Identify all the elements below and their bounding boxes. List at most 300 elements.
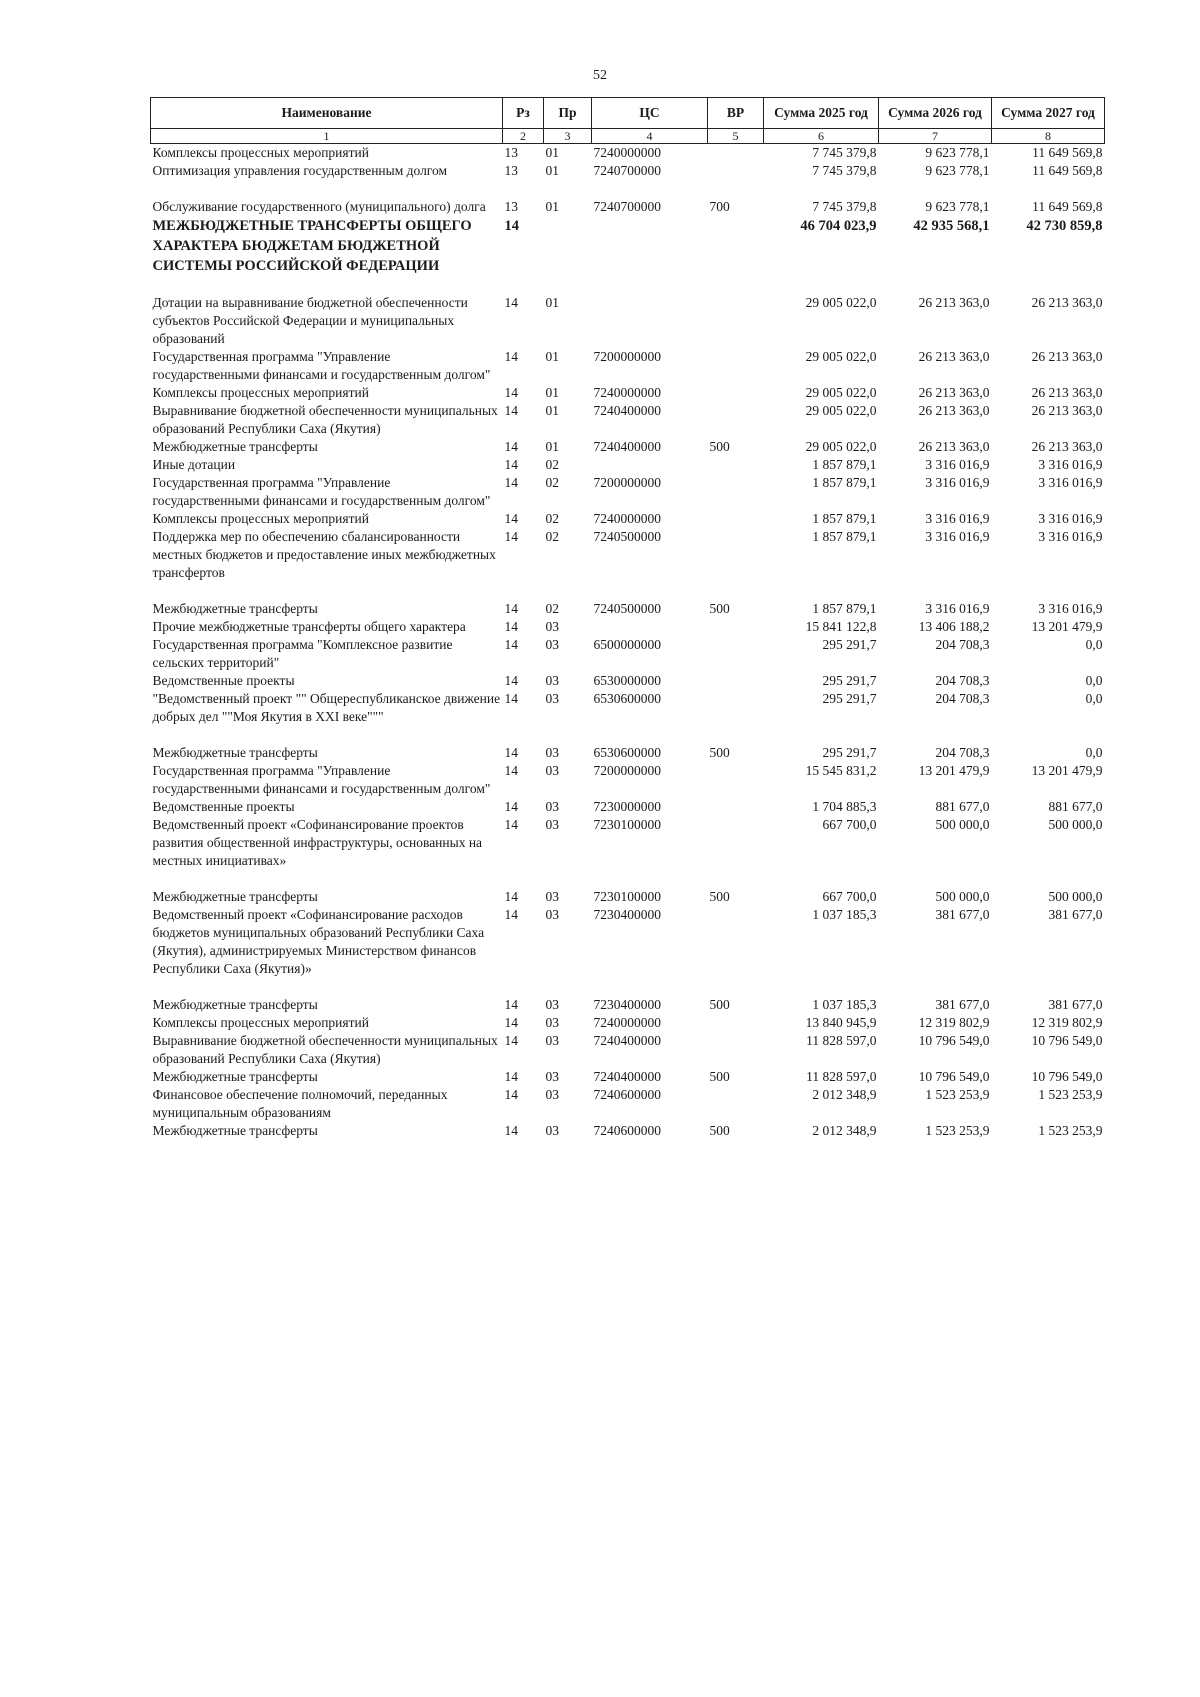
spacer-cell: [151, 726, 1105, 744]
cell-sum-2027: 3 316 016,9: [1038, 511, 1103, 526]
cell-sum-2025: 295 291,7: [822, 673, 877, 688]
cell-name: Ведомственные проекты: [152, 799, 295, 814]
cell-sum-2026: 204 708,3: [935, 691, 990, 706]
cell-vr: [708, 672, 764, 690]
cell-sum-2025: 1 857 879,1: [812, 529, 877, 544]
cell-vr: [708, 636, 764, 672]
cell-cs: 7240000000: [593, 385, 661, 400]
cell-cs: 7240500000: [593, 529, 661, 544]
cell-sum-2027: 11 649 569,8: [1032, 199, 1103, 214]
cell-sum-2026: 26 213 363,0: [918, 295, 990, 310]
cell-sum-2026: 9 623 778,1: [925, 163, 990, 178]
cell-sum-2026: 1 523 253,9: [925, 1123, 990, 1138]
cell-pr: 03: [545, 691, 559, 706]
cell-vr: [708, 528, 764, 582]
col-number: 7: [879, 129, 992, 144]
cell-sum-2027: 0,0: [1085, 745, 1103, 760]
cell-sum-2025: 295 291,7: [822, 745, 877, 760]
cell-sum-2025: 2 012 348,9: [812, 1123, 877, 1138]
cell-sum-2025: 295 291,7: [822, 637, 877, 652]
row-spacer: [151, 978, 1105, 996]
cell-rz: 14: [504, 1033, 518, 1048]
cell-sum-2027: 13 201 479,9: [1031, 763, 1103, 778]
cell-sum-2025: 1 857 879,1: [812, 475, 877, 490]
cell-vr: 500: [709, 997, 730, 1012]
table-row: [151, 1014, 1105, 1032]
table-row: [151, 294, 1105, 348]
table-row: [151, 672, 1105, 690]
cell-sum-2026: 42 935 568,1: [913, 218, 990, 234]
cell-sum-2026: 26 213 363,0: [918, 385, 990, 400]
cell-pr: 03: [545, 1015, 559, 1030]
cell-name: Ведомственные проекты: [152, 673, 295, 688]
cell-cs: 7240400000: [593, 1069, 661, 1084]
cell-sum-2025: 29 005 022,0: [805, 385, 877, 400]
cell-rz: 14: [504, 601, 518, 616]
cell-vr: 500: [709, 889, 730, 904]
cell-pr: 02: [545, 601, 559, 616]
cell-vr: [708, 384, 764, 402]
header-row: [151, 98, 1105, 129]
cell-name: Межбюджетные трансферты: [152, 1123, 318, 1138]
cell-pr: 02: [545, 529, 559, 544]
table-row: [151, 528, 1105, 582]
cell-sum-2027: 42 730 859,8: [1026, 218, 1103, 234]
cell-rz: 14: [504, 1123, 518, 1138]
cell-sum-2025: 15 545 831,2: [805, 763, 877, 778]
cell-sum-2027: 381 677,0: [1048, 907, 1103, 922]
cell-cs: 6530600000: [593, 745, 661, 760]
cell-sum-2027: 26 213 363,0: [1031, 385, 1103, 400]
row-spacer: [151, 726, 1105, 744]
table-row: [151, 510, 1105, 528]
cell-cs: 7230400000: [593, 907, 661, 922]
cell-name: Межбюджетные трансферты: [152, 601, 318, 616]
cell-pr: 03: [545, 907, 559, 922]
cell-cs: 7240600000: [593, 1087, 661, 1102]
row-spacer: [151, 870, 1105, 888]
column-number-row: [151, 129, 1105, 144]
cell-sum-2026: 13 406 188,2: [918, 619, 990, 634]
cell-cs: [592, 618, 708, 636]
cell-sum-2025: 1 857 879,1: [812, 601, 877, 616]
cell-rz: 14: [504, 1069, 518, 1084]
cell-cs: 7230000000: [593, 799, 661, 814]
cell-rz: 14: [504, 403, 518, 418]
cell-vr: [708, 1014, 764, 1032]
cell-vr: 500: [709, 601, 730, 616]
cell-sum-2025: 7 745 379,8: [812, 199, 877, 214]
col-header-cs: ЦС: [592, 98, 708, 129]
spacer-cell: [151, 870, 1105, 888]
cell-sum-2025: 13 840 945,9: [805, 1015, 877, 1030]
cell-rz: 13: [504, 163, 518, 178]
cell-rz: 14: [504, 439, 518, 454]
cell-pr: 03: [545, 1069, 559, 1084]
row-spacer: [151, 276, 1105, 294]
cell-pr: 03: [545, 619, 559, 634]
cell-rz: 14: [504, 817, 518, 832]
cell-sum-2025: 1 704 885,3: [812, 799, 877, 814]
cell-sum-2027: 3 316 016,9: [1038, 601, 1103, 616]
cell-sum-2027: 3 316 016,9: [1038, 475, 1103, 490]
cell-rz: 13: [504, 145, 518, 160]
cell-cs: [592, 216, 708, 276]
cell-sum-2025: 1 037 185,3: [812, 907, 877, 922]
cell-cs: 7240000000: [593, 1015, 661, 1030]
cell-cs: 7240600000: [593, 1123, 661, 1138]
cell-cs: 7240000000: [593, 145, 661, 160]
table-row: [151, 144, 1105, 163]
cell-vr: [708, 798, 764, 816]
cell-sum-2027: 381 677,0: [1048, 997, 1103, 1012]
cell-sum-2025: 11 828 597,0: [806, 1069, 877, 1084]
table-row: [151, 762, 1105, 798]
col-number: 1: [151, 129, 503, 144]
cell-sum-2027: 26 213 363,0: [1031, 403, 1103, 418]
cell-name: Государственная программа "Управление государственными финансами и государственным долгом": [152, 349, 491, 382]
cell-sum-2026: 26 213 363,0: [918, 349, 990, 364]
cell-sum-2027: 0,0: [1085, 691, 1103, 706]
col-header-sum-2027: Сумма 2027 год: [992, 98, 1105, 129]
spacer-cell: [151, 582, 1105, 600]
cell-sum-2027: 11 649 569,8: [1032, 163, 1103, 178]
cell-sum-2026: 3 316 016,9: [925, 511, 990, 526]
table-row: [151, 1068, 1105, 1086]
cell-vr: [708, 294, 764, 348]
cell-cs: [592, 456, 708, 474]
spacer-cell: [151, 180, 1105, 198]
cell-name: Комплексы процессных мероприятий: [152, 385, 369, 400]
cell-cs: 7240700000: [593, 199, 661, 214]
cell-rz: 14: [504, 619, 518, 634]
cell-pr: 03: [545, 799, 559, 814]
table-row: [151, 1032, 1105, 1068]
cell-pr: 01: [545, 295, 559, 310]
cell-name: Поддержка мер по обеспечению сбалансированности местных бюджетов и предоставление иных межбюджетных трансфертов: [152, 529, 496, 580]
cell-sum-2027: 0,0: [1085, 673, 1103, 688]
cell-rz: 14: [504, 457, 518, 472]
cell-sum-2027: 500 000,0: [1048, 817, 1103, 832]
cell-name: "Ведомственный проект "" Общереспубликанское движение добрых дел ""Моя Якутия в XXI веке""": [152, 691, 501, 724]
col-header-name: Наименование: [151, 98, 503, 129]
col-number: 2: [503, 129, 544, 144]
cell-rz: 14: [504, 529, 518, 544]
cell-rz: 14: [504, 218, 519, 234]
cell-vr: [708, 216, 764, 276]
cell-pr: 03: [545, 889, 559, 904]
cell-name: Межбюджетные трансферты: [152, 889, 318, 904]
cell-sum-2027: 10 796 549,0: [1031, 1069, 1103, 1084]
col-header-vr: ВР: [708, 98, 764, 129]
cell-vr: [708, 1086, 764, 1122]
cell-pr: 03: [545, 745, 559, 760]
table-row: [151, 216, 1105, 276]
col-header-sum-2026: Сумма 2026 год: [879, 98, 992, 129]
cell-sum-2027: 12 319 802,9: [1031, 1015, 1103, 1030]
cell-sum-2025: 1 857 879,1: [812, 457, 877, 472]
cell-name: Выравнивание бюджетной обеспеченности муниципальных образований Республики Саха (Якутия): [152, 1033, 498, 1066]
cell-vr: 500: [709, 1123, 730, 1138]
cell-pr: 01: [545, 385, 559, 400]
cell-name: Комплексы процессных мероприятий: [152, 1015, 369, 1030]
cell-name: Межбюджетные трансферты: [152, 745, 318, 760]
cell-sum-2025: 1 037 185,3: [812, 997, 877, 1012]
table-row: [151, 1086, 1105, 1122]
cell-rz: 14: [504, 673, 518, 688]
cell-sum-2025: 29 005 022,0: [805, 403, 877, 418]
cell-vr: 500: [709, 745, 730, 760]
table-row: [151, 348, 1105, 384]
cell-pr: 03: [545, 637, 559, 652]
cell-name: Ведомственный проект «Софинансирование расходов бюджетов муниципальных образований Республики Саха (Якутия), администрируемых Министерством финансов Республики Саха (Якутия)»: [152, 907, 485, 976]
table-row: [151, 456, 1105, 474]
cell-rz: 14: [504, 295, 518, 310]
table-row: [151, 888, 1105, 906]
cell-sum-2026: 204 708,3: [935, 745, 990, 760]
table-row: [151, 618, 1105, 636]
cell-rz: 14: [504, 763, 518, 778]
cell-pr: 03: [545, 1033, 559, 1048]
cell-sum-2026: 12 319 802,9: [918, 1015, 990, 1030]
cell-pr: 01: [545, 349, 559, 364]
col-header-pr: Пр: [544, 98, 592, 129]
cell-sum-2025: 29 005 022,0: [805, 349, 877, 364]
cell-sum-2027: 26 213 363,0: [1031, 349, 1103, 364]
cell-cs: 7240400000: [593, 439, 661, 454]
cell-vr: [708, 348, 764, 384]
cell-cs: 7200000000: [593, 763, 661, 778]
cell-name: Финансовое обеспечение полномочий, переданных муниципальным образованиям: [152, 1087, 448, 1120]
cell-vr: [708, 762, 764, 798]
cell-vr: 500: [709, 439, 730, 454]
cell-pr: 03: [545, 763, 559, 778]
table-row: [151, 636, 1105, 672]
cell-sum-2027: 11 649 569,8: [1032, 145, 1103, 160]
cell-name: Оптимизация управления государственным долгом: [152, 163, 448, 178]
col-number: 5: [708, 129, 764, 144]
table-row: [151, 402, 1105, 438]
cell-vr: 500: [709, 1069, 730, 1084]
cell-cs: 7240400000: [593, 1033, 661, 1048]
cell-rz: 14: [504, 637, 518, 652]
table-row: [151, 690, 1105, 726]
cell-sum-2027: 26 213 363,0: [1031, 439, 1103, 454]
cell-vr: [708, 474, 764, 510]
cell-name: Ведомственный проект «Софинансирование проектов развития общественной инфраструктуры, основанных на местных инициативах»: [152, 817, 483, 868]
cell-sum-2026: 3 316 016,9: [925, 475, 990, 490]
cell-rz: 14: [504, 349, 518, 364]
cell-sum-2027: 26 213 363,0: [1031, 295, 1103, 310]
cell-vr: [708, 510, 764, 528]
cell-rz: 14: [504, 745, 518, 760]
cell-cs: 7230100000: [593, 889, 661, 904]
cell-rz: 14: [504, 475, 518, 490]
cell-sum-2025: 667 700,0: [822, 817, 877, 832]
col-number: 8: [992, 129, 1105, 144]
table-row: [151, 600, 1105, 618]
table-row: [151, 996, 1105, 1014]
col-header-rz: Рз: [503, 98, 544, 129]
row-spacer: [151, 582, 1105, 600]
table-row: [151, 744, 1105, 762]
cell-name: Государственная программа "Управление государственными финансами и государственным долгом": [152, 763, 491, 796]
cell-pr: 03: [545, 1123, 559, 1138]
cell-cs: 6530600000: [593, 691, 661, 706]
cell-sum-2026: 1 523 253,9: [925, 1087, 990, 1102]
table-row: [151, 384, 1105, 402]
cell-name: Комплексы процессных мероприятий: [152, 511, 369, 526]
cell-cs: 7230400000: [593, 997, 661, 1012]
cell-pr: 02: [545, 457, 559, 472]
cell-rz: 14: [504, 1087, 518, 1102]
cell-rz: 13: [504, 199, 518, 214]
cell-name: Государственная программа "Комплексное развитие сельских территорий": [152, 637, 453, 670]
cell-sum-2027: 10 796 549,0: [1031, 1033, 1103, 1048]
col-number: 4: [592, 129, 708, 144]
page-number: 52: [593, 68, 607, 83]
table-row: [151, 906, 1105, 978]
budget-table: [150, 97, 1105, 1140]
cell-sum-2027: 881 677,0: [1048, 799, 1103, 814]
cell-rz: 14: [504, 385, 518, 400]
cell-sum-2026: 10 796 549,0: [918, 1033, 990, 1048]
cell-sum-2025: 2 012 348,9: [812, 1087, 877, 1102]
col-header-sum-2025: Сумма 2025 год: [764, 98, 879, 129]
cell-name: Прочие межбюджетные трансферты общего характера: [152, 619, 466, 634]
cell-pr: 01: [545, 163, 559, 178]
cell-sum-2027: 3 316 016,9: [1038, 529, 1103, 544]
cell-cs: 7230100000: [593, 817, 661, 832]
cell-vr: [708, 402, 764, 438]
cell-sum-2026: 3 316 016,9: [925, 457, 990, 472]
cell-name: Межбюджетные трансферты: [152, 439, 318, 454]
cell-sum-2026: 26 213 363,0: [918, 439, 990, 454]
cell-cs: 7240400000: [593, 403, 661, 418]
col-number: 3: [544, 129, 592, 144]
cell-sum-2026: 204 708,3: [935, 673, 990, 688]
cell-sum-2027: 1 523 253,9: [1038, 1087, 1103, 1102]
table-row: [151, 438, 1105, 456]
cell-rz: 14: [504, 907, 518, 922]
cell-sum-2025: 1 857 879,1: [812, 511, 877, 526]
table-row: [151, 198, 1105, 216]
cell-name: Выравнивание бюджетной обеспеченности муниципальных образований Республики Саха (Якутия): [152, 403, 498, 436]
cell-pr: 01: [545, 439, 559, 454]
cell-pr: [544, 216, 592, 276]
cell-sum-2027: 500 000,0: [1048, 889, 1103, 904]
cell-name: Комплексы процессных мероприятий: [152, 145, 369, 160]
cell-sum-2025: 29 005 022,0: [805, 295, 877, 310]
cell-cs: 6500000000: [593, 637, 661, 652]
cell-sum-2025: 7 745 379,8: [812, 145, 877, 160]
col-number: 6: [764, 129, 879, 144]
cell-rz: 14: [504, 997, 518, 1012]
cell-sum-2026: 500 000,0: [935, 817, 990, 832]
cell-sum-2026: 881 677,0: [935, 799, 990, 814]
cell-pr: 01: [545, 403, 559, 418]
cell-sum-2027: 13 201 479,9: [1031, 619, 1103, 634]
cell-sum-2026: 26 213 363,0: [918, 403, 990, 418]
cell-vr: [708, 816, 764, 870]
cell-sum-2025: 295 291,7: [822, 691, 877, 706]
table-row: [151, 474, 1105, 510]
cell-sum-2025: 15 841 122,8: [805, 619, 877, 634]
cell-cs: 7240700000: [593, 163, 661, 178]
cell-vr: [708, 906, 764, 978]
cell-sum-2026: 10 796 549,0: [918, 1069, 990, 1084]
cell-pr: 03: [545, 997, 559, 1012]
cell-sum-2026: 381 677,0: [935, 997, 990, 1012]
cell-name: Иные дотации: [152, 457, 236, 472]
cell-vr: [708, 162, 764, 180]
cell-sum-2027: 0,0: [1085, 637, 1103, 652]
cell-vr: [708, 144, 764, 163]
cell-sum-2027: 1 523 253,9: [1038, 1123, 1103, 1138]
cell-name: МЕЖБЮДЖЕТНЫЕ ТРАНСФЕРТЫ ОБЩЕГО ХАРАКТЕРА БЮДЖЕТАМ БЮДЖЕТНОЙ СИСТЕМЫ РОССИЙСКОЙ ФЕДЕРАЦИИ: [152, 218, 472, 274]
cell-rz: 14: [504, 1015, 518, 1030]
cell-name: Обслуживание государственного (муниципального) долга: [152, 199, 486, 214]
table-row: [151, 798, 1105, 816]
cell-sum-2026: 9 623 778,1: [925, 199, 990, 214]
cell-vr: [708, 618, 764, 636]
cell-cs: [592, 294, 708, 348]
cell-cs: 6530000000: [593, 673, 661, 688]
cell-rz: 14: [504, 889, 518, 904]
cell-sum-2025: 46 704 023,9: [800, 218, 877, 234]
cell-pr: 01: [545, 199, 559, 214]
cell-vr: [708, 690, 764, 726]
spacer-cell: [151, 276, 1105, 294]
cell-rz: 14: [504, 511, 518, 526]
cell-vr: 700: [709, 199, 730, 214]
cell-sum-2025: 7 745 379,8: [812, 163, 877, 178]
cell-sum-2025: 11 828 597,0: [806, 1033, 877, 1048]
spacer-cell: [151, 978, 1105, 996]
cell-sum-2026: 13 201 479,9: [918, 763, 990, 778]
cell-sum-2026: 3 316 016,9: [925, 601, 990, 616]
cell-pr: 03: [545, 817, 559, 832]
cell-pr: 02: [545, 475, 559, 490]
cell-pr: 01: [545, 145, 559, 160]
table-row: [151, 162, 1105, 180]
cell-sum-2025: 667 700,0: [822, 889, 877, 904]
cell-sum-2026: 381 677,0: [935, 907, 990, 922]
cell-sum-2026: 9 623 778,1: [925, 145, 990, 160]
cell-rz: 14: [504, 799, 518, 814]
cell-vr: [708, 1032, 764, 1068]
table-body: [151, 144, 1105, 1141]
cell-sum-2026: 3 316 016,9: [925, 529, 990, 544]
cell-sum-2025: 29 005 022,0: [805, 439, 877, 454]
cell-pr: 03: [545, 1087, 559, 1102]
cell-cs: 7240500000: [593, 601, 661, 616]
cell-cs: 7200000000: [593, 349, 661, 364]
cell-name: Государственная программа "Управление государственными финансами и государственным долгом": [152, 475, 491, 508]
table-row: [151, 1122, 1105, 1140]
cell-rz: 14: [504, 691, 518, 706]
cell-cs: 7200000000: [593, 475, 661, 490]
cell-vr: [708, 456, 764, 474]
cell-name: Дотации на выравнивание бюджетной обеспеченности субъектов Российской Федерации и муниципальных образований: [152, 295, 468, 346]
table-row: [151, 816, 1105, 870]
row-spacer: [151, 180, 1105, 198]
cell-name: Межбюджетные трансферты: [152, 1069, 318, 1084]
cell-cs: 7240000000: [593, 511, 661, 526]
cell-pr: 03: [545, 673, 559, 688]
cell-name: Межбюджетные трансферты: [152, 997, 318, 1012]
cell-pr: 02: [545, 511, 559, 526]
